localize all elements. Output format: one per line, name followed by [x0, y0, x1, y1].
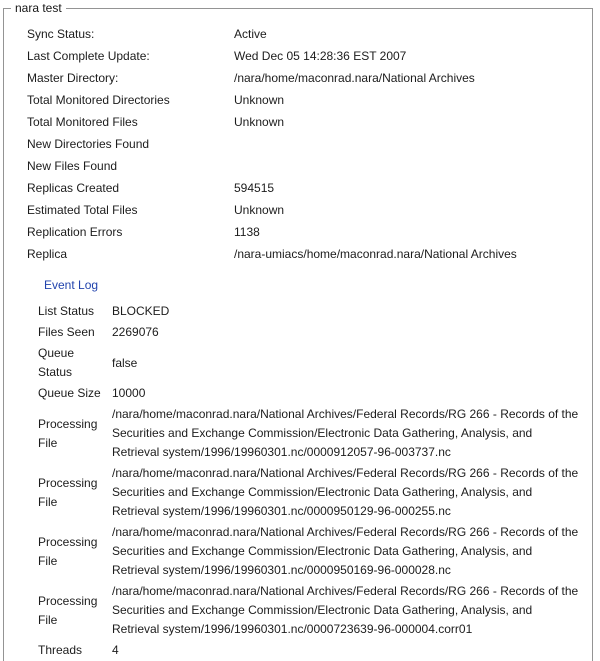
- status-row-value: [234, 156, 564, 178]
- status-row: [27, 178, 564, 200]
- status-row: [27, 156, 564, 178]
- status-row: [27, 90, 564, 112]
- status-row-value: [234, 134, 564, 156]
- status-row: [27, 134, 564, 156]
- event-log-section: [38, 266, 592, 661]
- status-row-label: Replication Errors: [27, 225, 123, 239]
- event-log-row: [38, 640, 580, 661]
- event-log-row-label: Processing File: [38, 475, 98, 509]
- status-row-value: 594515: [234, 181, 275, 195]
- event-log-row: [38, 581, 580, 640]
- status-row: [27, 200, 564, 222]
- nara-test-panel: [3, 1, 593, 661]
- status-row-label: Replica: [27, 247, 68, 261]
- event-log-row-value: /nara/home/maconrad.nara/National Archives/Federal Records/RG 266 - Records of the Securities and Exchange Commission/Electronic Data Gathering, Analysis, and Retrieval system/1996/19960301.nc/0000912057-96-003737.nc: [112, 407, 579, 459]
- event-log-row-label: Threads: [38, 643, 83, 657]
- event-log-row-value: /nara/home/maconrad.nara/National Archives/Federal Records/RG 266 - Records of the Securities and Exchange Commission/Electronic Data Gathering, Analysis, and Retrieval system/1996/19960301.nc/0000950169-96-000028.nc: [112, 525, 579, 577]
- status-row-value: /nara/home/maconrad.nara/National Archives: [234, 71, 475, 85]
- event-log-row: [38, 463, 580, 522]
- status-row-value: Unknown: [234, 203, 285, 217]
- event-log-row: [38, 322, 580, 343]
- event-log-row-value: /nara/home/maconrad.nara/National Archives/Federal Records/RG 266 - Records of the Securities and Exchange Commission/Electronic Data Gathering, Analysis, and Retrieval system/1996/19960301.nc/0000723639-96-000004.corr01: [112, 584, 579, 636]
- sync-status-table: [27, 24, 564, 266]
- status-row-label: New Files Found: [27, 159, 118, 173]
- event-log-row-value: 10000: [112, 386, 146, 400]
- event-log-row: [38, 522, 580, 581]
- status-row: [27, 46, 564, 68]
- status-row: [27, 68, 564, 90]
- event-log-row-label: Processing File: [38, 534, 98, 568]
- event-log-row-value: BLOCKED: [112, 304, 170, 318]
- status-row-label: Estimated Total Files: [27, 203, 138, 217]
- event-log-row: [38, 301, 580, 322]
- event-log-row: [38, 343, 580, 383]
- event-log-row: [38, 383, 580, 404]
- event-log-row-value: false: [112, 355, 138, 370]
- status-row: [27, 222, 564, 244]
- status-row-label: Replicas Created: [27, 181, 120, 195]
- event-log-row-label: Queue Status: [38, 346, 75, 379]
- event-log-link[interactable]: Event Log: [44, 278, 99, 292]
- status-row-value: /nara-umiacs/home/maconrad.nara/National Archives: [234, 247, 517, 261]
- event-log-row-value: 2269076: [112, 325, 159, 339]
- status-row-label: New Directories Found: [27, 137, 150, 151]
- status-row-label: Last Complete Update:: [27, 49, 150, 63]
- status-row-value: Active: [234, 27, 267, 41]
- status-row: [27, 112, 564, 134]
- event-log-row-label: Processing File: [38, 593, 98, 627]
- status-row-value: Wed Dec 05 14:28:36 EST 2007: [234, 49, 407, 63]
- status-row-label: Sync Status:: [27, 27, 95, 41]
- status-row-value: Unknown: [234, 115, 285, 129]
- status-row-label: Total Monitored Directories: [27, 93, 170, 107]
- status-row: [27, 24, 564, 46]
- event-log-row-label: Files Seen: [38, 325, 95, 339]
- event-log-table: [38, 301, 580, 661]
- event-log-row-label: List Status: [38, 304, 95, 318]
- event-log-row-label: Processing File: [38, 416, 98, 450]
- status-row-value: Unknown: [234, 93, 285, 107]
- status-row-label: Master Directory:: [27, 71, 119, 85]
- event-log-row: [38, 404, 580, 463]
- status-row-label: Total Monitored Files: [27, 115, 138, 129]
- event-log-row-label: Queue Size: [38, 386, 101, 400]
- status-row-value: 1138: [234, 225, 260, 239]
- status-row: [27, 244, 564, 266]
- event-log-row-value: 4: [112, 643, 119, 657]
- event-log-row-value: /nara/home/maconrad.nara/National Archives/Federal Records/RG 266 - Records of the Securities and Exchange Commission/Electronic Data Gathering, Analysis, and Retrieval system/1996/19960301.nc/0000950129-96-000255.nc: [112, 466, 579, 518]
- panel-legend: nara test: [15, 1, 62, 15]
